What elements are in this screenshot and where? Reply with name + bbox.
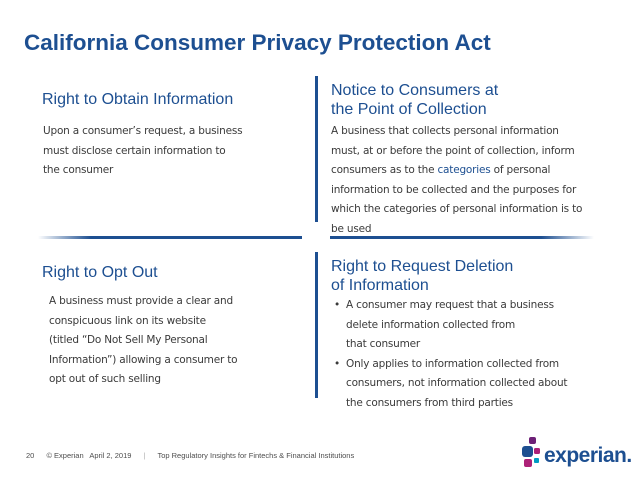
text-line: A business must provide a clear and [49,295,233,307]
experian-logo [518,434,632,474]
heading-line: Right to Request Deletion [331,258,514,275]
text-line: which the categories of personal information is to [331,203,583,215]
experian-dots-icon [518,434,544,474]
text-line: be used [331,222,372,235]
page-number: 20 [26,451,35,460]
text-line: opt out of such selling [49,373,161,385]
bullet-item [334,355,567,414]
text-line [331,161,582,181]
text-line: information to be collected and the purposes for [331,183,577,196]
text-line: Upon a consumer’s request, a business [43,125,243,137]
text-line: (titled “Do Not Sell My Personal [49,334,208,346]
horizontal-divider-left [38,236,302,239]
copyright: © Experian [46,451,84,460]
body-right-to-opt-out [49,292,237,390]
footer-separator: | [143,451,146,460]
text-line: • Only applies to information collected from [346,357,559,370]
footer-date: April 2, 2019 [89,451,132,460]
heading-right-to-obtain-information: Right to Obtain Information [42,91,234,108]
categories-highlight: categories [437,164,491,176]
logo-wordmark: experian. [544,444,632,467]
body-right-to-obtain-information [43,122,242,181]
text-line: the consumer [43,164,114,176]
heading-line: the Point of Collection [331,101,487,118]
vertical-divider-bottom [315,252,318,398]
presentation-title: Top Regulatory Insights for Fintechs & Financial Institutions [157,451,355,460]
text-line: consumers, not information collected about [346,377,568,389]
text-line: Information”) allowing a consumer to [49,353,238,366]
horizontal-divider-right [330,236,594,239]
vertical-divider-top [315,76,318,222]
text-line: • A consumer may request that a business [346,299,554,311]
page-title: California Consumer Privacy Protection Act [24,30,491,55]
text-line: A business that collects personal information [331,125,559,137]
text-line: the consumers from third parties [346,396,513,409]
heading-right-to-request-deletion [331,257,513,295]
heading-line: of Information [331,277,429,294]
heading-notice-to-consumers [331,81,498,119]
text-segment: consumers as to the [331,164,438,176]
body-notice-to-consumers [331,122,582,239]
text-line: that consumer [346,338,421,350]
heading-right-to-opt-out: Right to Opt Out [42,264,158,281]
footer [26,451,364,460]
text-segment: of personal [490,164,551,176]
text-line: conspicuous link on its website [49,314,206,327]
bullet-item [334,296,567,355]
heading-line: Notice to Consumers at [331,82,499,99]
text-line: delete information collected from [346,318,516,331]
text-line: must disclose certain information to [43,144,226,157]
body-right-to-request-deletion [334,296,567,413]
text-line: must, at or before the point of collection, inform [331,144,575,157]
